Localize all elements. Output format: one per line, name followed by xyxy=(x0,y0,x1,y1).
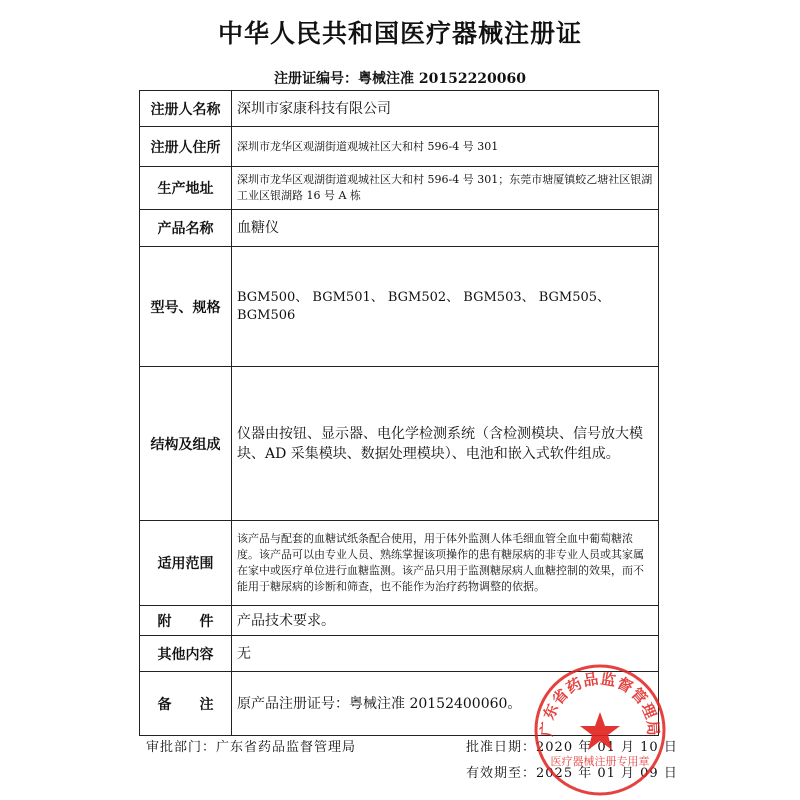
document-title: 中华人民共和国医疗器械注册证 xyxy=(217,19,582,48)
row-value-intended-use: 该产品与配套的血糖试纸条配合使用，用于体外监测人体毛细血管全血中葡萄糖浓度。该产品可以由专业人员、熟练掌握该项操作的患有糖尿病的非专业人员或其家属在家中或医疗单位进行血糖监测。该产品只用于监测糖尿病人血糖控制的效果，而不能用于糖尿病的诊断和筛查，也不能作为治疗药物调整的依据。 xyxy=(232,521,659,606)
approval-date: 批准日期：2020 年 01 月 10 日 xyxy=(466,740,678,755)
row-value-production-address: 深圳市龙华区观湖街道观城社区大和村 596-4 号 301；东莞市塘厦镇蛟乙塘社区银湖工业区银湖路 16 号 A 栋 xyxy=(232,167,659,210)
table-row xyxy=(140,521,659,606)
row-label-intended-use: 适用范围 xyxy=(140,521,232,606)
table-row xyxy=(140,210,659,247)
seal-subtext: 医疗器械注册专用章 xyxy=(550,755,650,768)
row-value-remarks: 原产品注册证号：粤械注准 20152400060。 xyxy=(232,672,659,736)
row-value-registrant-address: 深圳市龙华区观湖街道观城社区大和村 596-4 号 301 xyxy=(232,127,659,167)
row-value-structure: 仪器由按钮、显示器、电化学检测系统（含检测模块、信号放大模块、AD 采集模块、数据处理模块）、电池和嵌入式软件组成。 xyxy=(232,367,659,521)
row-value-other: 无 xyxy=(232,636,659,672)
approving-authority: 审批部门：广东省药品监督管理局 xyxy=(146,740,357,755)
table-row xyxy=(140,247,659,367)
row-label-attachment: 附 件 xyxy=(140,606,232,636)
registration-table xyxy=(139,90,659,736)
expiry-date: 有效期至：2025 年 01 月 09 日 xyxy=(466,766,678,781)
row-label-model-spec: 型号、规格 xyxy=(140,247,232,367)
seal-text: 广东省药品监督管理局 xyxy=(537,669,663,738)
official-seal xyxy=(530,660,670,800)
row-value-model-spec: BGM500、 BGM501、 BGM502、 BGM503、 BGM505、 BGM506 xyxy=(232,247,659,367)
row-label-registrant-address: 注册人住所 xyxy=(140,127,232,167)
row-label-registrant-name: 注册人名称 xyxy=(140,91,232,127)
table-row xyxy=(140,367,659,521)
row-label-product-name: 产品名称 xyxy=(140,210,232,247)
row-label-structure: 结构及组成 xyxy=(140,367,232,521)
row-label-remarks: 备 注 xyxy=(140,672,232,736)
table-row xyxy=(140,167,659,210)
star-icon xyxy=(580,712,620,750)
row-value-attachment: 产品技术要求。 xyxy=(232,606,659,636)
row-value-product-name: 血糖仪 xyxy=(232,210,659,247)
row-value-registrant-name: 深圳市家康科技有限公司 xyxy=(232,91,659,127)
certificate-number: 注册证编号：粤械注准 20152220060 xyxy=(273,71,527,87)
table-row xyxy=(140,91,659,127)
row-label-production-address: 生产地址 xyxy=(140,167,232,210)
table-row xyxy=(140,127,659,167)
table-row xyxy=(140,606,659,636)
row-label-other: 其他内容 xyxy=(140,636,232,672)
